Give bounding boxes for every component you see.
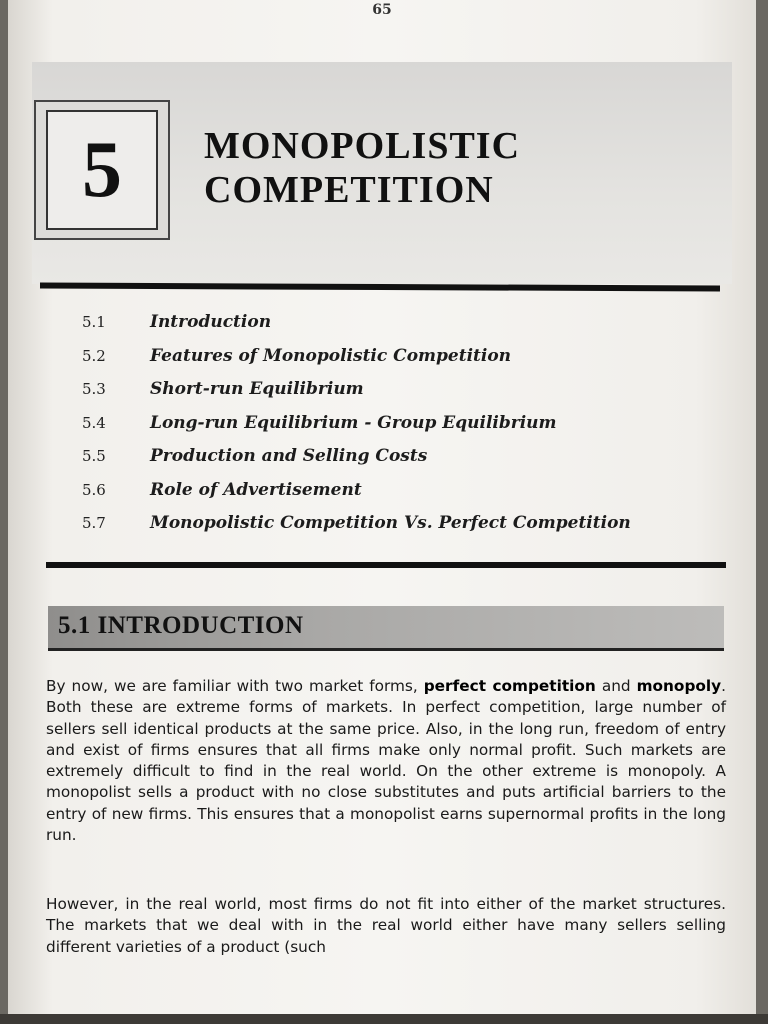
toc-item	[82, 379, 722, 413]
paragraph-real-world: However, in the real world, most firms do not fit into either of the market structures. The markets that we deal with in the real world either have many sellers selling different varieties of a product (such	[46, 895, 726, 956]
toc-item	[82, 346, 722, 380]
chapter-number-box	[34, 100, 170, 240]
chapter-number: 5	[82, 126, 122, 214]
toc-item	[82, 480, 722, 514]
toc-item-title: Role of Advertisement	[150, 479, 362, 500]
paragraph-introduction	[46, 676, 726, 846]
toc-item	[82, 413, 722, 447]
toc-item-number: 5.1	[82, 313, 106, 331]
paragraph-text: and	[595, 677, 637, 695]
toc-item	[82, 513, 722, 547]
toc-item-number: 5.3	[82, 380, 106, 398]
toc-item	[82, 446, 722, 480]
page-number: 65	[372, 2, 392, 18]
chapter-title-line-1: MONOPOLISTIC	[204, 125, 521, 167]
toc-item-number: 5.7	[82, 514, 106, 532]
toc-item-number: 5.5	[82, 447, 106, 465]
toc-item-number: 5.6	[82, 480, 106, 499]
book-page	[8, 0, 756, 1016]
bold-term-monopoly: monopoly	[636, 677, 722, 695]
toc-item-title: Short-run Equilibrium	[150, 379, 364, 399]
toc-item-title: Monopolistic Competition Vs. Perfect Competition	[150, 513, 631, 533]
chapter-title-line-2: COMPETITION	[204, 169, 494, 211]
toc-item-title: Introduction	[150, 312, 272, 332]
toc-item-title: Long-run Equilibrium - Group Equilibrium	[150, 412, 557, 433]
bottom-divider-rule	[46, 562, 726, 568]
section-heading-bar	[48, 606, 724, 651]
chapter-number-inner-box	[46, 110, 158, 230]
toc-item-title: Production and Selling Costs	[150, 446, 428, 466]
chapter-title	[204, 124, 520, 212]
bold-term-perfect-competition: perfect competition	[423, 677, 596, 695]
paragraph-text: . Both these are extreme forms of markets. In perfect competition, large number of sellers sell identical products at the same price. Also, in the long run, freedom of entry and exist of firms ensures that all firms make only normal profit. Such markets are extremely difficult to find in the real world. On the other extreme is monopoly. A monopolist sells a product with no close substitutes and puts artificial barriers to the entry of new firms. This ensures that a monopolist earns supernormal profits in the long run.	[46, 677, 726, 845]
toc-item-number: 5.4	[82, 413, 106, 432]
toc-item-title: Features of Monopolistic Competition	[150, 345, 512, 366]
page-bottom-shadow	[0, 1014, 768, 1024]
toc-item-number: 5.2	[82, 346, 106, 365]
paragraph-text: By now, we are familiar with two market forms,	[46, 677, 424, 695]
toc-item	[82, 312, 722, 346]
table-of-contents	[82, 312, 722, 547]
section-heading: 5.1 INTRODUCTION	[58, 612, 304, 639]
